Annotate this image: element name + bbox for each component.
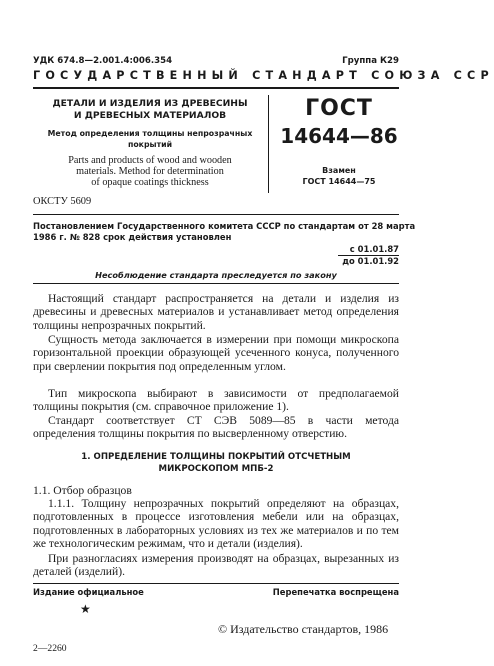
section-title-line2: МИКРОСКОПОМ МПБ-2 <box>158 464 274 474</box>
decree-line2: 1986 г. № 828 срок действия установлен <box>33 232 232 242</box>
validity-from: с 01.01.87 <box>349 244 399 254</box>
gost-label: ГОСТ <box>305 96 373 121</box>
header-divider <box>33 87 399 89</box>
subsection-title: 1.1. Отбор образцов <box>33 484 132 497</box>
paragraph-disputes: При разногласиях измерения производят на образцах, вырезанных из деталей (изделий). <box>33 552 399 579</box>
paragraph-essence: Сущность метода заключается в измерении при помощи микроскопа горизонтальной проекции образующей усеченного конуса, полученного при сверлении покрытия под определенным углом. <box>33 333 399 373</box>
subtitle-ru-line1: Метод определения толщины непрозрачных <box>47 129 253 138</box>
decree-line1: Постановлением Государственного комитета СССР по стандартам от 28 марта <box>33 221 416 231</box>
print-code: 2—2260 <box>33 643 67 654</box>
section-title-line1: 1. ОПРЕДЕЛЕНИЕ ТОЛЩИНЫ ПОКРЫТИЙ ОТСЧЕТНЫМ <box>81 452 351 462</box>
udk-code: УДК 674.8—2.001.4:006.354 <box>33 56 173 66</box>
okstu-code: ОКСТУ 5609 <box>33 196 92 207</box>
legal-warning: Несоблюдение стандарта преследуется по закону <box>95 270 337 280</box>
title-en-line3: of opaque coatings thickness <box>91 177 209 188</box>
title-ru-line2: И ДРЕВЕСНЫХ МАТЕРИАЛОВ <box>73 110 227 121</box>
paragraph-scope: Настоящий стандарт распространяется на детали и изделия из древесины и древесных материалов и устанавливает метод определения толщины непрозрачных покрытий. <box>33 292 399 332</box>
footer-divider <box>33 583 399 584</box>
paragraph-microscope: Тип микроскопа выбирают в зависимости от предполагаемой толщины покрытия (см. справочное приложение 1). <box>33 387 399 414</box>
title-ru-line1: ДЕТАЛИ И ИЗДЕЛИЯ ИЗ ДРЕВЕСИНЫ <box>52 98 248 109</box>
title-en-line2: materials. Method for determination <box>76 166 224 177</box>
reprint-prohibited: Перепечатка воспрещена <box>272 587 399 597</box>
title-en-line1: Parts and products of wood and wooden <box>68 155 232 166</box>
replaces-value: ГОСТ 14644—75 <box>302 177 376 186</box>
subtitle-ru-line2: покрытий <box>127 140 173 149</box>
copyright-notice: © Издательство стандартов, 1986 <box>218 622 389 636</box>
replaces-label: Взамен <box>322 166 356 175</box>
star-icon: ★ <box>80 602 91 616</box>
gost-number: 14644—86 <box>280 124 398 148</box>
decree-divider <box>33 283 399 284</box>
paragraph-compliance: Стандарт соответствует СТ СЭВ 5089—85 в части метода определения толщины покрытия по высверленному отверстию. <box>33 414 399 441</box>
validity-to: до 01.01.92 <box>342 256 399 266</box>
title-divider <box>33 214 399 215</box>
title-vertical-divider <box>268 95 269 193</box>
group-code: Группа К29 <box>342 56 399 66</box>
official-edition: Издание официальное <box>33 587 144 597</box>
standard-banner: ГОСУДАРСТВЕННЫЙ СТАНДАРТ СОЮЗА ССР <box>33 69 494 82</box>
paragraph-samples: 1.1.1. Толщину непрозрачных покрытий определяют на образцах, подготовленных в процессе изготовления мебели или на образцах, подготовленных в лабораторных условиях из тех же материалов и по тем же технологическим режимам, что и детали (изделия). <box>33 497 399 551</box>
